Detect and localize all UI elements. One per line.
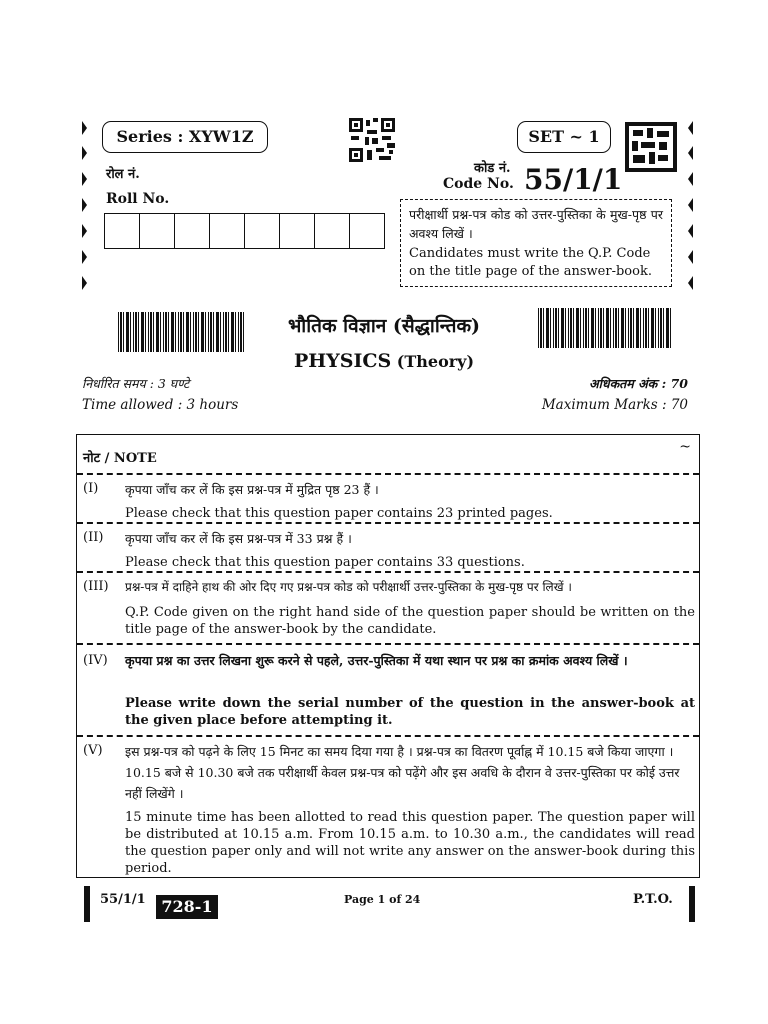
note-item-1 <box>77 475 699 521</box>
code-label-hindi: कोड नं. <box>474 161 511 176</box>
left-barcode <box>118 312 246 352</box>
note-english: Please check that this question paper contains 23 printed pages. <box>125 506 553 521</box>
note-item-2 <box>77 524 699 570</box>
title-hindi: भौतिक विज्ञान (सैद्धान्तिक) <box>287 315 481 337</box>
roll-label-english: Roll No. <box>106 191 170 207</box>
time-allowed-english: Time allowed : 3 hours <box>82 397 239 413</box>
note-hindi: इस प्रश्न-पत्र को पढ़ने के लिए 15 मिनट का समय दिया गया है । प्रश्न-पत्र का वितरण पूर्वाह्न में 10.15 बजे किया जाएगा । 10.15 बजे से 10.30 बजे तक परीक्षार्थी केवल प्रश्न-पत्र को पढ़ेंगे और इस अवधि के दौरान वे उत्तर-पुस्तिका पर कोई उत्तर नहीं लिखेंगे । <box>125 744 680 801</box>
note-english: Please write down the serial number of the question in the answer-book at the given place before attempting it. <box>125 696 695 728</box>
note-number: (I) <box>83 481 99 496</box>
title-english-main: PHYSICS <box>293 350 392 372</box>
page-number: Page 1 of 24 <box>344 893 421 906</box>
note-number: (II) <box>83 530 104 545</box>
pto-label: P.T.O. <box>633 892 673 907</box>
roll-number-boxes[interactable] <box>104 213 385 249</box>
note-number: (III) <box>83 579 109 594</box>
footer-code: 55/1/1 <box>100 892 146 907</box>
footer-code-box: 728-1 <box>156 895 218 919</box>
max-marks-hindi: अधिकतम अंक : 70 <box>589 376 688 391</box>
set-box: SET ~ 1 <box>517 121 611 153</box>
right-barcode <box>538 308 672 348</box>
footer-right-bar <box>689 886 695 922</box>
time-allowed-hindi: निर्धारित समय : 3 घण्टे <box>82 376 190 391</box>
note-english: 15 minute time has been allotted to read this question paper. The question paper will be distributed at 10.15 a.m. From 10.15 a.m. to 10.30 a.m., the candidates will read the question paper only and will not write any answer on the answer-book during this period. <box>125 810 695 876</box>
notes-heading: नोट / NOTE <box>83 451 157 466</box>
roll-cell[interactable] <box>315 213 350 249</box>
note-hindi: प्रश्न-पत्र में दाहिने हाथ की ओर दिए गए प्रश्न-पत्र कोड को परीक्षार्थी उत्तर-पुस्तिका के मुख-पृष्ठ पर लिखें । <box>125 580 572 594</box>
note-english: Please check that this question paper contains 33 questions. <box>125 555 525 570</box>
note-english: Q.P. Code given on the right hand side of the question paper should be written on the title page of the answer-book by the candidate. <box>125 605 695 637</box>
code-number: 55/1/1 <box>524 163 623 196</box>
note-hindi: कृपया जाँच कर लें कि इस प्रश्न-पत्र में मुद्रित पृष्ठ 23 हैं । <box>125 482 379 497</box>
roll-cell[interactable] <box>245 213 280 249</box>
top-right-2d-code <box>625 122 677 172</box>
note-hindi: कृपया प्रश्न का उत्तर लिखना शुरू करने से पहले, उत्तर-पुस्तिका में यथा स्थान पर प्रश्न का क्रमांक अवश्य लिखें । <box>125 653 628 668</box>
candidate-instruction-hindi: परीक्षार्थी प्रश्न-पत्र कोड को उत्तर-पुस्तिका के मुख-पृष्ठ पर अवश्य लिखें । <box>409 207 663 241</box>
roll-cell[interactable] <box>140 213 175 249</box>
roll-cell[interactable] <box>350 213 385 249</box>
roll-label-hindi: रोल नं. <box>106 167 140 182</box>
roll-cell[interactable] <box>104 213 140 249</box>
note-item-3 <box>77 573 699 641</box>
notes-tilde: ~ <box>679 439 691 455</box>
series-box: Series : XYW1Z <box>102 121 268 153</box>
note-item-5 <box>77 737 699 877</box>
note-number: (IV) <box>83 653 108 668</box>
max-marks-english: Maximum Marks : 70 <box>541 397 688 413</box>
title-english-sub: (Theory) <box>396 352 475 371</box>
note-hindi: कृपया जाँच कर लें कि इस प्रश्न-पत्र में 33 प्रश्न हैं । <box>125 531 352 546</box>
code-label-english: Code No. <box>443 176 514 192</box>
roll-cell[interactable] <box>210 213 245 249</box>
candidate-instruction-english: Candidates must write the Q.P. Code on the title page of the answer-book. <box>409 246 652 279</box>
top-qr-code <box>349 118 395 162</box>
roll-cell[interactable] <box>280 213 315 249</box>
note-item-4 <box>77 645 699 739</box>
title-english <box>256 350 512 372</box>
roll-cell[interactable] <box>175 213 210 249</box>
note-number: (V) <box>83 743 103 758</box>
candidate-instruction-box <box>400 199 672 287</box>
footer-left-bar <box>84 886 90 922</box>
notes-box <box>76 434 700 878</box>
